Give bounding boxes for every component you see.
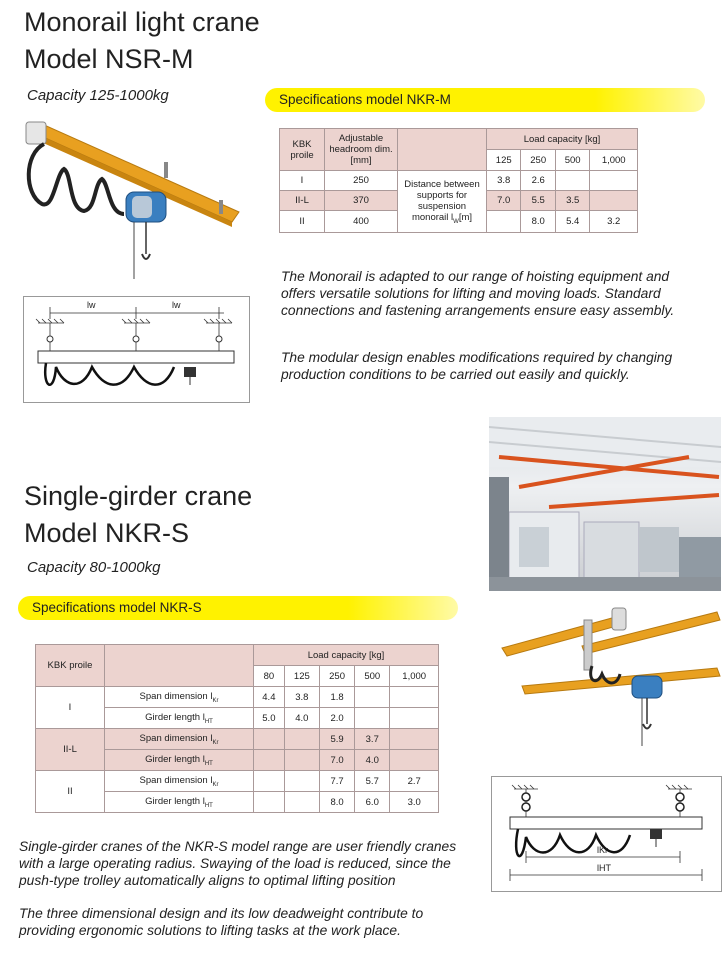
distance-cell: Distance between supports for suspension monorail $l_W[m]$ (398, 171, 487, 233)
load-col: 250 (319, 666, 354, 687)
value-cell: 2.0 (319, 708, 354, 729)
value-cell (590, 171, 638, 191)
load-col: 125 (284, 666, 319, 687)
kbk-cell: II (36, 771, 105, 813)
value-cell (284, 792, 319, 813)
girder-product-image (492, 606, 722, 756)
load-col: 1,000 (590, 150, 638, 171)
kbk-cell: II (280, 211, 325, 233)
value-cell (487, 211, 521, 233)
col-label-header (105, 645, 254, 687)
value-cell: 7.0 (487, 191, 521, 211)
value-cell: 7.0 (319, 750, 354, 771)
value-cell: 4.4 (254, 687, 285, 708)
kbk-cell: II-L (36, 729, 105, 771)
load-col: 500 (555, 150, 589, 171)
value-cell (555, 171, 589, 191)
value-cell: 2.6 (521, 171, 555, 191)
headroom-cell: 370 (325, 191, 398, 211)
value-cell: 5.5 (521, 191, 555, 211)
girder-spec-table (35, 644, 439, 813)
monorail-title-line2: Model NSR-M (24, 44, 194, 74)
value-cell (355, 708, 390, 729)
value-cell: 3.0 (390, 792, 439, 813)
lw-label-1: lw (87, 300, 96, 310)
value-cell: 5.7 (355, 771, 390, 792)
monorail-product-image (14, 114, 244, 284)
girder-capacity: Capacity 80-1000kg (27, 559, 161, 576)
load-col: 80 (254, 666, 285, 687)
girder-spec-heading: Specifications model NKR-S (18, 596, 458, 620)
value-cell: 6.0 (355, 792, 390, 813)
value-cell: 3.2 (590, 211, 638, 233)
value-cell: 7.7 (319, 771, 354, 792)
col-headroom-header: Adjustable headroom dim. [mm] (325, 129, 398, 171)
row-label: Girder length $l_{HT}$ (105, 708, 254, 729)
row-label: Girder length $l_{HT}$ (105, 750, 254, 771)
lkr-label: lKr (597, 845, 608, 855)
headroom-cell: 250 (325, 171, 398, 191)
value-cell: 8.0 (319, 792, 354, 813)
headroom-cell: 400 (325, 211, 398, 233)
load-col: 250 (521, 150, 555, 171)
col-load-header: Load capacity [kg] (254, 645, 439, 666)
kbk-cell: I (36, 687, 105, 729)
load-col: 125 (487, 150, 521, 171)
lht-label: lHT (597, 863, 611, 873)
value-cell: 3.8 (284, 687, 319, 708)
lw-label-2: lw (172, 300, 181, 310)
girder-title-line1: Single-girder crane (24, 481, 253, 511)
kbk-cell: II-L (280, 191, 325, 211)
value-cell: 3.5 (555, 191, 589, 211)
monorail-spec-table (279, 128, 638, 233)
row-label: Span dimension $l_{Kr}$ (105, 729, 254, 750)
monorail-spec-heading: Specifications model NKR-M (265, 88, 705, 112)
girder-paragraph-2: The three dimensional design and its low deadweight contribute to providing ergonomic solutions to lifting tasks at the work place. (19, 906, 424, 938)
value-cell: 2.7 (390, 771, 439, 792)
value-cell (390, 729, 439, 750)
value-cell: 4.0 (284, 708, 319, 729)
value-cell (390, 750, 439, 771)
value-cell (284, 771, 319, 792)
monorail-paragraph-1: The Monorail is adapted to our range of hoisting equipment and offers versatile solutions for lifting and moving loads. Standard connections and fastening arrangements ensure easy assembly. (281, 269, 675, 318)
value-cell: 4.0 (355, 750, 390, 771)
value-cell: 1.8 (319, 687, 354, 708)
value-cell: 8.0 (521, 211, 555, 233)
monorail-capacity: Capacity 125-1000kg (27, 87, 169, 104)
col-distance-header (398, 129, 487, 171)
girder-diagram (491, 776, 722, 892)
value-cell: 5.9 (319, 729, 354, 750)
value-cell (284, 750, 319, 771)
girder-title-line2: Model NKR-S (24, 518, 190, 548)
monorail-paragraph-2: The modular design enables modifications required by changing production conditions to be carried out easily and quickly. (281, 350, 673, 382)
load-col: 500 (355, 666, 390, 687)
kbk-cell: I (280, 171, 325, 191)
value-cell: 5.0 (254, 708, 285, 729)
monorail-diagram (23, 296, 250, 403)
value-cell (390, 687, 439, 708)
value-cell (284, 729, 319, 750)
value-cell (254, 792, 285, 813)
row-label: Span dimension $l_{Kr}$ (105, 687, 254, 708)
girder-paragraph-1: Single-girder cranes of the NKR-S model range are user friendly cranes with a large operating radius. Swaying of the load is reduced, since the push-type trolley automatically aligns to optimal lifting position (19, 839, 457, 888)
value-cell (390, 708, 439, 729)
col-load-header: Load capacity [kg] (487, 129, 638, 150)
row-label: Span dimension $l_{Kr}$ (105, 771, 254, 792)
value-cell (254, 750, 285, 771)
monorail-title-line1: Monorail light crane (24, 7, 260, 37)
value-cell (254, 729, 285, 750)
value-cell (590, 191, 638, 211)
col-kbk-header: KBK proile (280, 129, 325, 171)
value-cell (355, 687, 390, 708)
factory-photo (489, 417, 721, 591)
value-cell: 3.8 (487, 171, 521, 191)
value-cell: 3.7 (355, 729, 390, 750)
load-col: 1,000 (390, 666, 439, 687)
row-label: Girder length $l_{HT}$ (105, 792, 254, 813)
value-cell: 5.4 (555, 211, 589, 233)
value-cell (254, 771, 285, 792)
col-kbk-header: KBK proile (36, 645, 105, 687)
